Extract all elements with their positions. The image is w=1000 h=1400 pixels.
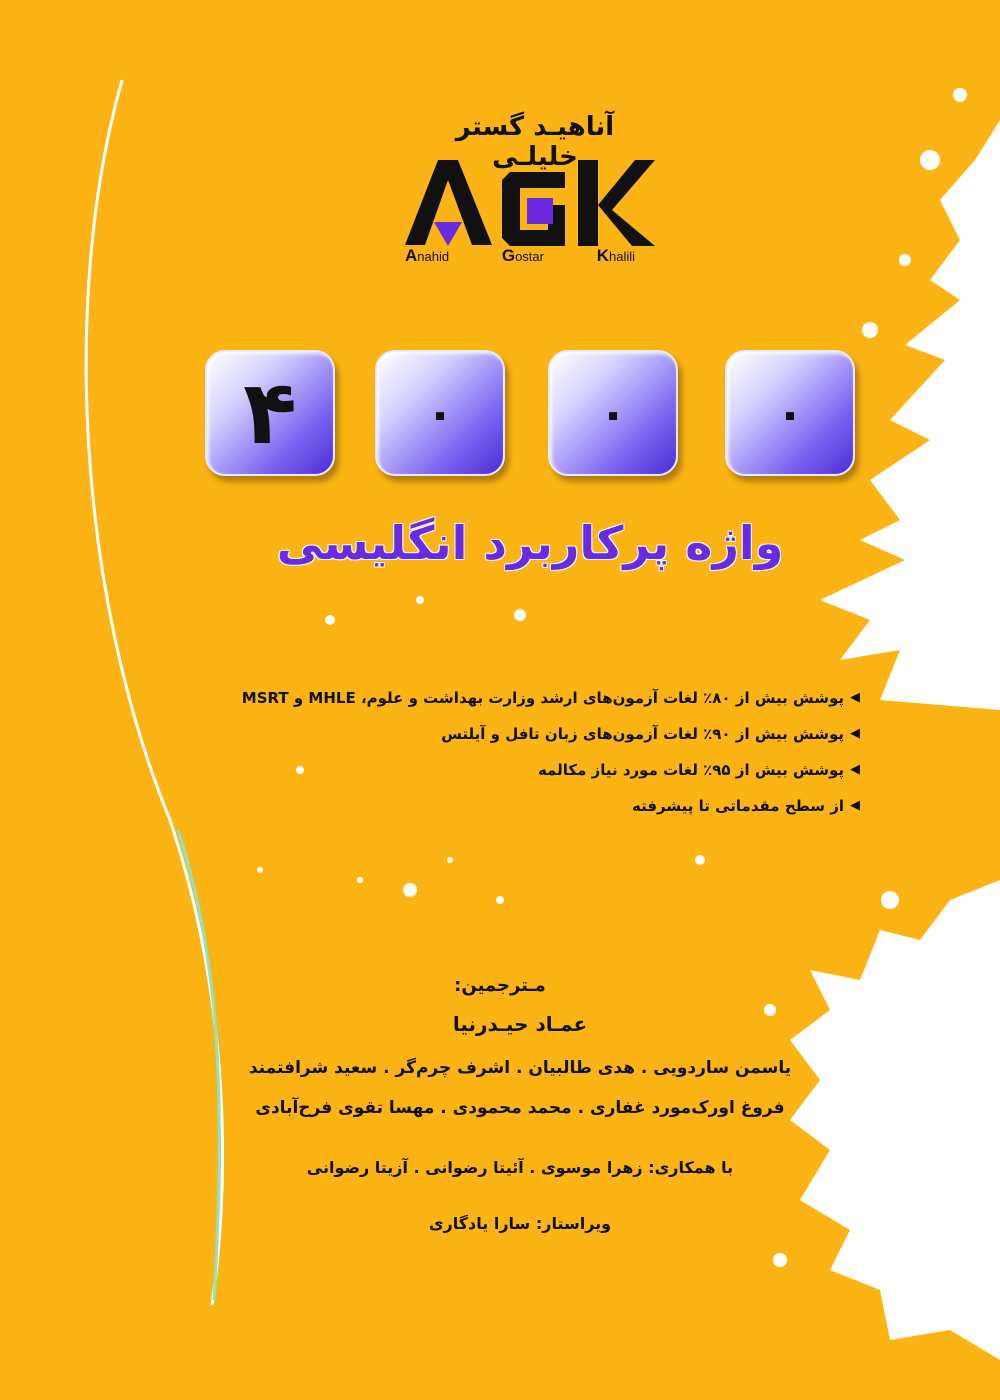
editor-credit: ویراستار: سارا یادگاری <box>428 1214 612 1233</box>
number-tile: ۰ <box>725 350 855 476</box>
logo-word-gostar: Gostar <box>501 246 544 265</box>
feature-item <box>200 680 860 716</box>
feature-item <box>200 788 860 824</box>
feature-text: پوشش بیش از ۹۵٪ لغات مورد نیاز مکالمه <box>537 761 844 779</box>
feature-text: پوشش بیش از ۹۰٪ لغات آزمون‌های زبان تافل و آیلتس <box>441 725 844 743</box>
number-tile: ۰ <box>548 350 678 476</box>
translators-label: مـترجمین: <box>454 975 546 996</box>
logo-word-anahid: Anahid <box>405 246 450 265</box>
collaboration-credit: با همکاری: زهرا موسوی . آئیتا رضوانی . آزیتا رضوانی <box>306 1158 734 1177</box>
feature-item <box>200 752 860 788</box>
feature-text: از سطح مقدماتی تا پیشرفته <box>632 797 844 815</box>
bullet-icon: ◀ <box>850 762 860 777</box>
publisher-name-fa: آناهیـد گستر خلیلـی <box>455 112 615 172</box>
feature-item <box>200 716 860 752</box>
translator-names-line1: یاسمن ساردویی . هدی طالبیان . اشرف چرم‌گر . سعید شرافتمند <box>248 1058 792 1078</box>
number-tiles <box>0 350 1000 475</box>
translator-names-line2: فروغ اورک‌مورد غفاری . محمد محمودی . مهسا تقوی فرح‌آبادی <box>255 1098 785 1118</box>
book-title: واژه پرکاربرد انگلیسی <box>276 516 784 570</box>
logo-word-khalili: Khalili <box>596 246 635 265</box>
lead-translator: عمـاد حیـدرنیا <box>452 1012 588 1036</box>
logo-wordmark <box>405 246 635 266</box>
bullet-icon: ◀ <box>850 798 860 813</box>
bullet-icon: ◀ <box>850 726 860 741</box>
bullet-icon: ◀ <box>850 690 860 705</box>
feature-list <box>200 680 860 824</box>
number-tile: ۰ <box>375 350 505 476</box>
number-tile: ۴ <box>205 350 335 476</box>
feature-text: پوشش بیش از ۸۰٪ لغات آزمون‌های ارشد وزارت بهداشت و علوم، MHLE و MSRT <box>241 689 844 707</box>
